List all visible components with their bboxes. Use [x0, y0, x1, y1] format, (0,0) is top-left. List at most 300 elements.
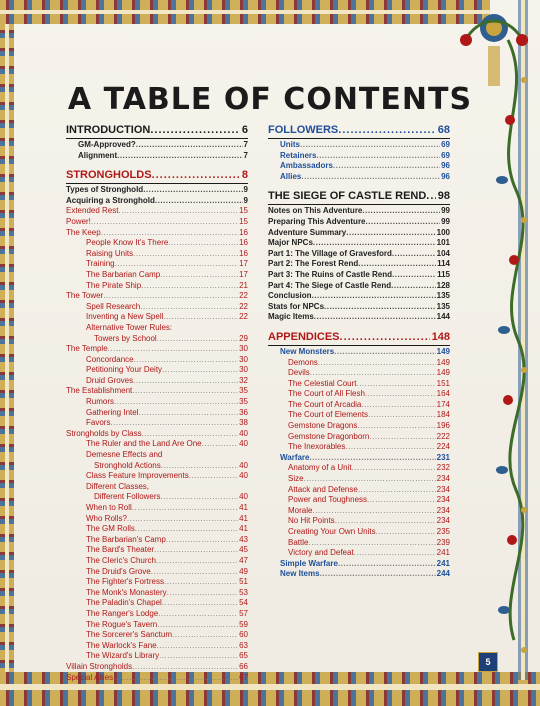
- toc-entry[interactable]: [268, 410, 450, 421]
- toc-entry[interactable]: [268, 389, 450, 400]
- dot-leader: [310, 453, 436, 464]
- dot-leader: [301, 172, 440, 183]
- toc-page-number: 66: [239, 661, 248, 671]
- dot-leader: [108, 344, 238, 355]
- toc-entry[interactable]: [268, 548, 450, 559]
- toc-page-number: 96: [441, 161, 450, 171]
- dot-leader: [159, 651, 238, 662]
- toc-page-number: 45: [239, 545, 248, 555]
- toc-page-number: 7: [243, 150, 248, 160]
- toc-entry-label: Part 4: The Siege of Castle Rend: [268, 280, 392, 290]
- toc-entry[interactable]: [268, 140, 450, 151]
- toc-entry-label: The Ruler and the Land Are One: [86, 439, 202, 449]
- toc-entry[interactable]: [66, 249, 248, 260]
- toc-entry-label: INTRODUCTION: [66, 124, 151, 136]
- toc-entry[interactable]: [268, 281, 450, 292]
- toc-section-heading[interactable]: [66, 124, 248, 139]
- toc-entry-label: The Inexorables: [288, 442, 346, 452]
- toc-entry-label: People Know It's There: [86, 238, 169, 248]
- toc-section-heading[interactable]: [268, 124, 450, 139]
- toc-entry[interactable]: [66, 461, 248, 472]
- dot-leader: [163, 312, 238, 323]
- dot-leader: [358, 259, 436, 270]
- toc-page-number: 99: [441, 216, 450, 226]
- dot-leader: [189, 471, 238, 482]
- toc-entry-label: Retainers: [280, 150, 317, 160]
- toc-entry[interactable]: [66, 334, 248, 345]
- toc-entry[interactable]: [66, 429, 248, 440]
- toc-entry[interactable]: [268, 238, 450, 249]
- toc-page-number: 144: [436, 312, 450, 322]
- dot-leader: [140, 302, 238, 313]
- toc-entry[interactable]: [66, 556, 248, 567]
- dot-leader: [320, 569, 436, 580]
- toc-entry-label: Conclusion: [268, 291, 312, 301]
- toc-page-number: 68: [437, 124, 450, 136]
- toc-page-number: 41: [239, 513, 248, 523]
- toc-entry[interactable]: [66, 545, 248, 556]
- toc-page-number: 17: [239, 259, 248, 269]
- toc-entry-label: Devils: [288, 368, 310, 378]
- toc-entry-label: The Keep: [66, 227, 101, 237]
- toc-page-number: 53: [239, 587, 248, 597]
- dot-leader: [202, 439, 238, 450]
- toc-entry[interactable]: [268, 379, 450, 390]
- toc-right-column: [268, 124, 450, 580]
- toc-entry[interactable]: [268, 485, 450, 496]
- dot-leader: [132, 386, 238, 397]
- toc-entry-label: Druid Groves: [86, 375, 134, 385]
- dot-leader: [318, 358, 436, 369]
- toc-entry[interactable]: [268, 206, 450, 217]
- toc-page-number: 36: [239, 407, 248, 417]
- toc-entry-label: FOLLOWERS: [268, 124, 339, 136]
- toc-page-number: 22: [239, 291, 248, 301]
- toc-entry-label: Concordance: [86, 354, 134, 364]
- toc-entry[interactable]: [66, 662, 248, 673]
- toc-entry-label: Stronghold Actions: [94, 460, 161, 470]
- toc-page-number: 40: [239, 492, 248, 502]
- toc-entry-label: Extended Rest: [66, 206, 119, 216]
- toc-page-number: 234: [436, 495, 450, 505]
- toc-entry[interactable]: [268, 358, 450, 369]
- toc-page-number: 32: [239, 375, 248, 385]
- toc-entry[interactable]: [66, 312, 248, 323]
- toc-entry-label: Major NPCs: [268, 238, 313, 248]
- dot-leader: [113, 673, 238, 684]
- toc-entry[interactable]: [268, 506, 450, 517]
- dot-leader: [361, 400, 435, 411]
- toc-entry[interactable]: [66, 450, 248, 461]
- toc-entry-label: No Hit Points: [288, 516, 335, 526]
- dot-leader: [156, 556, 238, 567]
- dot-leader: [117, 151, 242, 162]
- dot-leader: [367, 495, 436, 506]
- toc-entry[interactable]: [66, 270, 248, 281]
- toc-entry[interactable]: [66, 302, 248, 313]
- dot-leader: [101, 228, 238, 239]
- dot-leader: [304, 474, 436, 485]
- dot-leader: [358, 485, 436, 496]
- toc-page-number: 128: [436, 280, 450, 290]
- dot-leader: [134, 355, 239, 366]
- toc-entry-label: Preparing This Adventure: [268, 216, 366, 226]
- toc-entry[interactable]: [66, 185, 248, 196]
- dot-leader: [324, 302, 436, 313]
- toc-entry[interactable]: [268, 495, 450, 506]
- dot-leader: [161, 461, 238, 472]
- toc-entry-label: Magic Items: [268, 312, 314, 322]
- toc-page-number: 114: [437, 259, 450, 269]
- toc-entry[interactable]: [268, 291, 450, 302]
- toc-page-number: 135: [436, 291, 450, 301]
- toc-page-number: 135: [436, 301, 450, 311]
- toc-entry[interactable]: [268, 151, 450, 162]
- dot-leader: [365, 389, 436, 400]
- toc-entry[interactable]: [66, 228, 248, 239]
- toc-entry-label: Part 1: The Village of Gravesford: [268, 248, 392, 258]
- dot-leader: [151, 567, 238, 578]
- toc-entry-label: Creating Your Own Units: [288, 527, 376, 536]
- toc-entry-label: Notes on This Adventure: [268, 206, 363, 216]
- toc-entry-label: The Bard's Theater: [86, 545, 155, 555]
- dot-leader: [164, 577, 238, 588]
- toc-page-number: 41: [239, 524, 248, 534]
- toc-entry-label: Size: [288, 474, 304, 484]
- dot-leader: [308, 538, 435, 549]
- toc-entry-label: The Cleric's Church: [86, 555, 156, 565]
- toc-entry[interactable]: [268, 172, 450, 183]
- toc-entry-label: Simple Warfare: [280, 558, 338, 568]
- toc-section-heading[interactable]: [268, 190, 450, 205]
- toc-entry[interactable]: [66, 503, 248, 514]
- toc-page-number: 6: [241, 124, 248, 136]
- dot-leader: [312, 506, 435, 517]
- dot-leader: [376, 527, 436, 538]
- toc-page-number: 9: [243, 195, 248, 205]
- toc-entry-label: Inventing a New Spell: [86, 312, 164, 322]
- dot-leader: [141, 281, 238, 292]
- dot-leader: [118, 206, 238, 217]
- toc-entry-label: The Pirate Ship: [86, 280, 142, 290]
- top-border-ornament: [0, 0, 490, 24]
- dot-leader: [338, 124, 435, 137]
- dot-leader: [369, 432, 435, 443]
- toc-entry-label: Towers by School: [94, 333, 157, 343]
- toc-page-number: 35: [239, 397, 248, 407]
- toc-entry-label: Demesne Effects and: [86, 450, 163, 460]
- toc-page-number: 17: [239, 269, 248, 279]
- toc-entry[interactable]: [66, 588, 248, 599]
- toc-page-number: 174: [436, 399, 450, 409]
- dot-leader: [362, 206, 440, 217]
- toc-entry-label: The GM Rolls: [86, 524, 135, 534]
- dot-leader: [357, 421, 435, 432]
- toc-entry-label: The Wizard's Library: [86, 651, 160, 661]
- toc-entry-label: Villain Strongholds: [66, 661, 133, 671]
- toc-entry-label: The Warlock's Fane: [86, 640, 157, 650]
- toc-entry[interactable]: [66, 439, 248, 450]
- toc-entry[interactable]: [66, 514, 248, 525]
- toc-entry-label: The Ranger's Lodge: [86, 608, 159, 618]
- toc-page-number: 101: [436, 238, 450, 248]
- toc-entry[interactable]: [268, 228, 450, 239]
- dot-leader: [142, 429, 239, 440]
- toc-entry[interactable]: [66, 291, 248, 302]
- dot-leader: [157, 620, 238, 631]
- toc-page-number: 244: [436, 569, 450, 579]
- toc-page-number: 22: [239, 301, 248, 311]
- toc-entry[interactable]: [66, 567, 248, 578]
- toc-entry[interactable]: [268, 302, 450, 313]
- toc-entry-label: Special Allies: [66, 672, 114, 682]
- toc-page-number: 63: [239, 640, 248, 650]
- dot-leader: [426, 190, 435, 203]
- toc-entry[interactable]: [66, 630, 248, 641]
- toc-entry[interactable]: [66, 217, 248, 228]
- toc-entry-label: Allies: [280, 171, 302, 181]
- toc-entry-label: STRONGHOLDS: [66, 169, 152, 182]
- toc-entry[interactable]: [66, 418, 248, 429]
- toc-entry-label: Power and Toughness: [288, 495, 368, 505]
- toc-page-number: 57: [239, 608, 248, 618]
- toc-page-number: 51: [239, 577, 248, 587]
- toc-entry-label: Spell Research: [86, 301, 141, 311]
- dot-leader: [338, 559, 436, 570]
- toc-entry[interactable]: [268, 474, 450, 485]
- toc-entry-label: Alignment: [78, 150, 118, 160]
- dot-leader: [316, 151, 440, 162]
- left-border-ornament: [0, 24, 14, 672]
- dot-leader: [115, 259, 238, 270]
- toc-entry[interactable]: [66, 598, 248, 609]
- dot-leader: [356, 379, 435, 390]
- toc-page-number: 232: [436, 463, 450, 473]
- toc-entry[interactable]: [268, 259, 450, 270]
- toc-entry-label: GM-Approved?: [78, 140, 136, 149]
- toc-entry[interactable]: [66, 620, 248, 631]
- toc-entry[interactable]: [66, 492, 248, 503]
- dot-leader: [368, 410, 436, 421]
- toc-entry-label: Petitioning Your Deity: [86, 365, 163, 375]
- dot-leader: [161, 492, 239, 503]
- toc-page-number: 234: [436, 516, 450, 526]
- toc-entry-label: The Temple: [66, 344, 108, 354]
- toc-entry[interactable]: [66, 281, 248, 292]
- toc-entry-label: The Barbarian's Camp: [86, 534, 166, 544]
- dot-leader: [345, 442, 435, 453]
- dot-leader: [300, 140, 440, 151]
- toc-entry[interactable]: [268, 442, 450, 453]
- toc-entry[interactable]: [268, 432, 450, 443]
- toc-entry[interactable]: [66, 673, 248, 684]
- toc-entry-label: Favors: [86, 418, 111, 428]
- toc-page-number: 41: [239, 503, 248, 512]
- toc-left-column: [66, 124, 248, 683]
- toc-entry[interactable]: [268, 368, 450, 379]
- toc-page-number: 49: [239, 566, 248, 576]
- dot-leader: [354, 548, 436, 559]
- dot-leader: [132, 503, 238, 514]
- toc-page-number: 231: [436, 452, 450, 462]
- dot-leader: [162, 598, 238, 609]
- toc-page-number: 151: [436, 378, 450, 388]
- page-number: 5: [478, 652, 498, 672]
- toc-entry[interactable]: [268, 217, 450, 228]
- dot-leader: [160, 270, 238, 281]
- toc-entry[interactable]: [66, 151, 248, 162]
- toc-entry[interactable]: [66, 482, 248, 493]
- toc-entry[interactable]: [66, 323, 248, 334]
- toc-entry-label: Strongholds by Class: [66, 428, 142, 438]
- toc-entry-label: Types of Stronghold: [66, 185, 144, 195]
- toc-entry[interactable]: [268, 538, 450, 549]
- corner-ornament: [448, 6, 540, 92]
- toc-page-number: 115: [437, 269, 450, 279]
- toc-entry-label: The Establishment: [66, 386, 133, 396]
- toc-entry-label: The Paladin's Chapel: [86, 598, 162, 608]
- toc-entry[interactable]: [66, 535, 248, 546]
- dot-leader: [138, 408, 238, 419]
- toc-page-number: 196: [436, 421, 450, 431]
- toc-page-number: 235: [436, 527, 450, 536]
- toc-entry[interactable]: [66, 524, 248, 535]
- toc-entry[interactable]: [268, 527, 450, 538]
- toc-entry[interactable]: [66, 641, 248, 652]
- toc-entry[interactable]: [66, 397, 248, 408]
- toc-entry[interactable]: [66, 206, 248, 217]
- toc-page-number: 30: [239, 354, 248, 364]
- toc-entry[interactable]: [268, 249, 450, 260]
- toc-entry[interactable]: [66, 355, 248, 366]
- toc-entry[interactable]: [66, 238, 248, 249]
- toc-entry-label: Attack and Defense: [288, 484, 358, 494]
- toc-entry-label: Part 2: The Forest Rend: [268, 259, 359, 269]
- toc-page-number: 234: [436, 484, 450, 494]
- dot-leader: [166, 535, 238, 546]
- toc-entry[interactable]: [268, 516, 450, 527]
- dot-leader: [152, 169, 240, 182]
- toc-entry[interactable]: [66, 577, 248, 588]
- toc-page-number: 40: [239, 471, 248, 481]
- toc-entry[interactable]: [268, 559, 450, 570]
- toc-page-number: 16: [239, 238, 248, 248]
- toc-page-number: 234: [436, 505, 450, 515]
- page-title: A TABLE OF CONTENTS: [67, 82, 473, 117]
- toc-page-number: 241: [436, 558, 450, 568]
- toc-page-number: 22: [239, 312, 248, 322]
- toc-page-number: 8: [241, 169, 248, 182]
- toc-entry-label: Different Followers: [94, 492, 161, 502]
- toc-entry-label: The Barbarian Camp: [86, 269, 161, 279]
- dot-leader: [335, 516, 436, 527]
- toc-entry-label: The Monk's Monastery: [86, 587, 167, 597]
- toc-entry-label: New Monsters: [280, 346, 335, 356]
- toc-entry[interactable]: [66, 344, 248, 355]
- toc-page-number: 30: [239, 344, 248, 354]
- toc-page-number: 38: [239, 418, 248, 428]
- toc-entry-label: THE SIEGE OF CASTLE REND: [268, 190, 427, 203]
- toc-entry-label: Anatomy of a Unit: [288, 463, 352, 473]
- dot-leader: [172, 630, 238, 641]
- toc-entry[interactable]: [268, 270, 450, 281]
- toc-entry-label: Demons: [288, 357, 318, 367]
- toc-page-number: 67: [239, 672, 248, 682]
- dot-leader: [127, 514, 238, 525]
- dot-leader: [313, 238, 436, 249]
- toc-entry-label: Units: [280, 140, 300, 149]
- toc-page-number: 59: [239, 619, 248, 629]
- dot-leader: [334, 347, 435, 358]
- toc-entry-label: Morale: [288, 505, 313, 515]
- toc-page-number: 164: [436, 389, 450, 399]
- toc-page-number: 69: [441, 140, 450, 149]
- toc-entry-label: Warfare: [280, 452, 310, 462]
- toc-page-number: 40: [239, 439, 248, 449]
- toc-entry-label: The Court of Arcadia: [288, 399, 362, 409]
- toc-section-heading[interactable]: [66, 169, 248, 184]
- toc-entry-label: Raising Units: [86, 248, 134, 258]
- toc-page-number: 15: [239, 206, 248, 216]
- toc-entry[interactable]: [268, 453, 450, 464]
- toc-page-number: 40: [239, 460, 248, 470]
- toc-entry-label: New Items: [280, 569, 320, 579]
- dot-leader: [157, 334, 238, 345]
- toc-entry-label: Rumors: [86, 397, 115, 407]
- toc-entry-label: Part 3: The Ruins of Castle Rend: [268, 269, 393, 279]
- toc-entry[interactable]: [268, 161, 450, 172]
- toc-page-number: 241: [436, 548, 450, 558]
- toc-entry[interactable]: [66, 365, 248, 376]
- dot-leader: [392, 270, 436, 281]
- toc-page-number: 184: [436, 410, 450, 420]
- dot-leader: [158, 609, 238, 620]
- toc-page-number: 7: [243, 140, 248, 149]
- toc-entry-label: Stats for NPCs: [268, 301, 325, 311]
- toc-entry[interactable]: [268, 421, 450, 432]
- toc-entry[interactable]: [66, 471, 248, 482]
- toc-page-number: 21: [239, 280, 248, 290]
- dot-leader: [340, 331, 430, 344]
- toc-entry[interactable]: [268, 400, 450, 411]
- toc-entry[interactable]: [66, 386, 248, 397]
- dot-leader: [132, 662, 238, 673]
- toc-entry-label: Acquiring a Stronghold: [66, 195, 155, 205]
- dot-leader: [310, 368, 436, 379]
- toc-page-number: 43: [239, 534, 248, 544]
- toc-entry[interactable]: [268, 463, 450, 474]
- toc-entry[interactable]: [66, 651, 248, 662]
- toc-page-number: 239: [436, 537, 450, 547]
- toc-page-number: 60: [239, 630, 248, 640]
- dot-leader: [133, 249, 238, 260]
- toc-entry[interactable]: [268, 312, 450, 323]
- toc-entry[interactable]: [268, 347, 450, 358]
- toc-entry[interactable]: [66, 376, 248, 387]
- toc-entry-label: The Rogue's Tavern: [86, 619, 158, 629]
- toc-entry[interactable]: [66, 140, 248, 151]
- toc-entry[interactable]: [66, 609, 248, 620]
- toc-entry[interactable]: [268, 569, 450, 580]
- toc-entry-label: APPENDICES: [268, 330, 340, 343]
- toc-entry[interactable]: [66, 408, 248, 419]
- dot-leader: [110, 418, 238, 429]
- toc-entry-label: The Court of Elements: [288, 410, 369, 420]
- toc-entry-label: The Celestial Court: [288, 378, 357, 388]
- toc-entry[interactable]: [66, 259, 248, 270]
- toc-entry[interactable]: [66, 196, 248, 207]
- toc-section-heading[interactable]: [268, 331, 450, 346]
